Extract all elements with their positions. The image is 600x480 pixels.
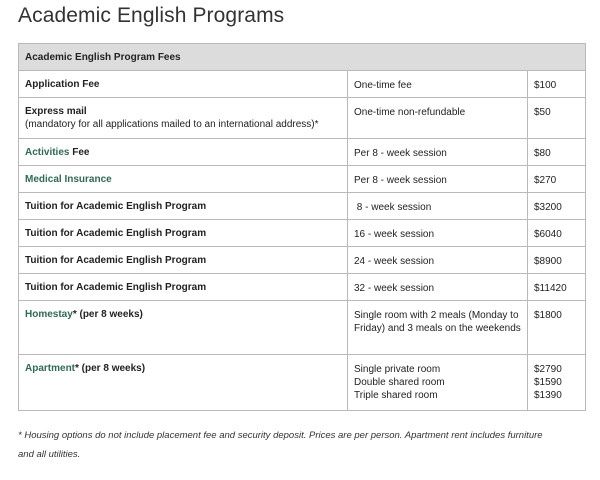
row-price: $80 [534,148,551,159]
table-row [19,301,586,355]
row-desc-cell [348,193,528,220]
row-item-rest: * (per 8 weeks) [72,309,143,320]
table-row [19,166,586,193]
row-price-cell [528,193,586,220]
row-price-cell [528,301,586,355]
row-price-cell [528,98,586,139]
row-item-note: (mandatory for all applications mailed to an international address)* [25,119,319,130]
row-item-label: Tuition for Academic English Program [25,201,207,212]
row-price: $100 [534,80,557,91]
row-desc-line: 32 - week session [354,283,435,294]
row-price-cell [528,71,586,98]
row-desc-line: Single room with 2 meals (Monday to [354,310,519,321]
table-row [19,139,586,166]
apartment-link[interactable]: Apartment [25,363,76,374]
row-desc-cell [348,247,528,274]
table-row [19,355,586,411]
table-row [19,71,586,98]
table-header: Academic English Program Fees [19,44,586,71]
row-desc-line: 24 - week session [354,256,435,267]
row-desc-cell [348,274,528,301]
row-desc-cell [348,98,528,139]
row-price-cell [528,247,586,274]
row-price: $1590 [534,377,562,388]
row-desc-line: Single private room [354,364,441,375]
table-row [19,274,586,301]
row-item-cell [19,274,348,301]
row-price: $11420 [534,283,567,294]
row-desc-cell [348,139,528,166]
row-desc-cell [348,166,528,193]
row-desc-line: Double shared room [354,377,445,388]
table-row [19,247,586,274]
row-item-cell [19,247,348,274]
footnote [18,426,588,464]
row-item-cell [19,98,348,139]
row-price-cell [528,274,586,301]
row-desc-line: 16 - week session [354,229,435,240]
row-desc-cell [348,301,528,355]
footnote-line-2: and all utilities. [18,449,81,460]
row-item-label: Tuition for Academic English Program [25,282,207,293]
row-price: $270 [534,175,557,186]
row-item-cell [19,71,348,98]
row-desc-line: Per 8 - week session [354,175,447,186]
fees-table [18,43,586,411]
row-desc-line: Triple shared room [354,390,438,401]
row-desc-cell [348,71,528,98]
table-row [19,220,586,247]
row-item-label: Application Fee [25,79,100,90]
page-title: Academic English Programs [18,4,285,27]
row-desc-cell [348,220,528,247]
row-price: $1800 [534,310,562,321]
row-item-rest: * (per 8 weeks) [75,363,146,374]
row-item-cell [19,166,348,193]
table-row [19,98,586,139]
row-item-cell [19,355,348,411]
row-price-cell [528,220,586,247]
footnote-line-1: * Housing options do not include placement fee and security deposit. Prices are per person. Apartment rent includes furniture [18,430,543,441]
row-item-rest: Fee [69,147,90,158]
row-item-cell [19,301,348,355]
row-item-cell [19,220,348,247]
table-row [19,193,586,220]
row-item-label: Express mail [25,106,87,117]
homestay-link[interactable]: Homestay [25,309,73,320]
row-price-cell [528,166,586,193]
row-desc-line: Per 8 - week session [354,148,447,159]
row-price: $8900 [534,256,562,267]
row-price: $1390 [534,390,562,401]
row-desc-line: One-time non-refundable [354,107,466,118]
row-item-cell [19,193,348,220]
row-desc-line: Friday) and 3 meals on the weekends [354,323,521,334]
activities-link[interactable]: Activities [25,147,70,158]
row-item-cell [19,139,348,166]
row-price-cell [528,139,586,166]
row-desc-line: One-time fee [354,80,412,91]
row-price: $3200 [534,202,562,213]
medical-insurance-link[interactable]: Medical Insurance [25,174,112,185]
row-price-cell [528,355,586,411]
row-price: $6040 [534,229,562,240]
row-item-label: Tuition for Academic English Program [25,255,207,266]
row-desc-cell [348,355,528,411]
row-item-label: Tuition for Academic English Program [25,228,207,239]
table-header-row [19,44,586,71]
row-price: $50 [534,107,551,118]
row-price: $2790 [534,364,562,375]
row-desc-line: 8 - week session [354,202,432,213]
